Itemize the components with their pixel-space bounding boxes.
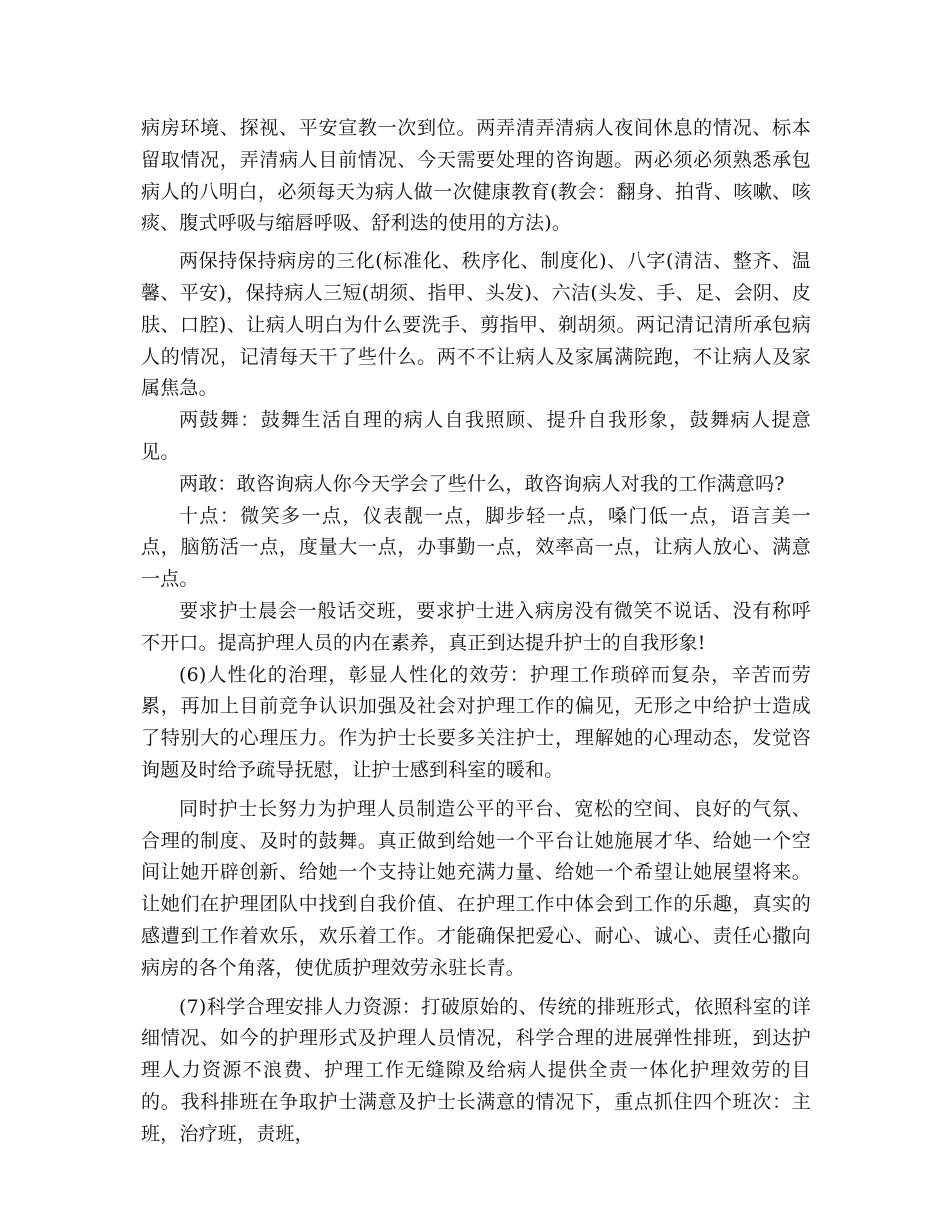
paragraph-3: 两鼓舞：鼓舞生活自理的病人自我照顾、提升自我形象，鼓舞病人提意见。 xyxy=(141,409,811,463)
paragraph-5: 十点：微笑多一点，仪表靓一点，脚步轻一点，嗓门低一点，语言美一点，脑筋活一点，度量大一点，办事勤一点，效率高一点，让病人放心、满意一点。 xyxy=(141,504,811,591)
paragraph-7: (6)人性化的治理，彰显人性化的效劳：护理工作琐碎而复杂，辛苦而劳累，再加上目前竞争认识加强及社会对护理工作的偏见，无形之中给护士造成了特别大的心理压力。作为护士长要多关注护士，理解她的心理动态，发觉咨询题及时给予疏导抚慰，让护士感到科室的暖和。 xyxy=(141,663,811,781)
paragraph-8: 同时护士长努力为护理人员制造公平的平台、宽松的空间、良好的气氛、合理的制度、及时的鼓舞。真正做到给她一个平台让她施展才华、给她一个空间让她开辟创新、给她一个支持让她充满力量、给她一个希望让她展望将来。让她们在护理团队中找到自我价值、在护理工作中体会到工作的乐趣，真实的感遭到工作着欢乐，欢乐着工作。才能确保把爱心、耐心、诚心、责任心撒向病房的各个角落，使优质护理效劳永驻长青。 xyxy=(141,797,811,979)
paragraph-1: 病房环境、探视、平安宣教一次到位。两弄清弄清病人夜间休息的情况、标本留取情况，弄清病人目前情况、今天需要处理的咨询题。两必须必须熟悉承包病人的八明白，必须每天为病人做一次健康教育(教会：翻身、拍背、咳嗽、咳痰、腹式呼吸与缩唇呼吸、舒利迭的使用的方法)。 xyxy=(141,117,811,235)
paragraph-2: 两保持保持病房的三化(标准化、秩序化、制度化)、八字(清洁、整齐、温馨、平安)，保持病人三短(胡须、指甲、头发)、六洁(头发、手、足、会阴、皮肤、口腔)、让病人明白为什么要洗手、剪指甲、剃胡须。两记清记清所承包病人的情况，记清每天干了些什么。两不不让病人及家属满院跑，不让病人及家属焦急。 xyxy=(141,250,811,400)
document-page xyxy=(141,113,811,1151)
paragraph-4: 两敢：敢咨询病人你今天学会了些什么，敢咨询病人对我的工作满意吗? xyxy=(179,472,785,495)
paragraph-6: 要求护士晨会一般话交班，要求护士进入病房没有微笑不说话、没有称呼不开口。提高护理人员的内在素养，真正到达提升护士的自我形象! xyxy=(141,599,811,654)
paragraph-9: (7)科学合理安排人力资源：打破原始的、传统的排班形式，依照科室的详细情况、如今的护理形式及护理人员情况，科学合理的进展弹性排班，到达护理人力资源不浪费、护理工作无缝隙及给病人提供全责一体化护理效劳的目的。我科排班在争取护士满意及护士长满意的情况下，重点抓住四个班次：主班，治疗班，责班， xyxy=(141,995,811,1145)
